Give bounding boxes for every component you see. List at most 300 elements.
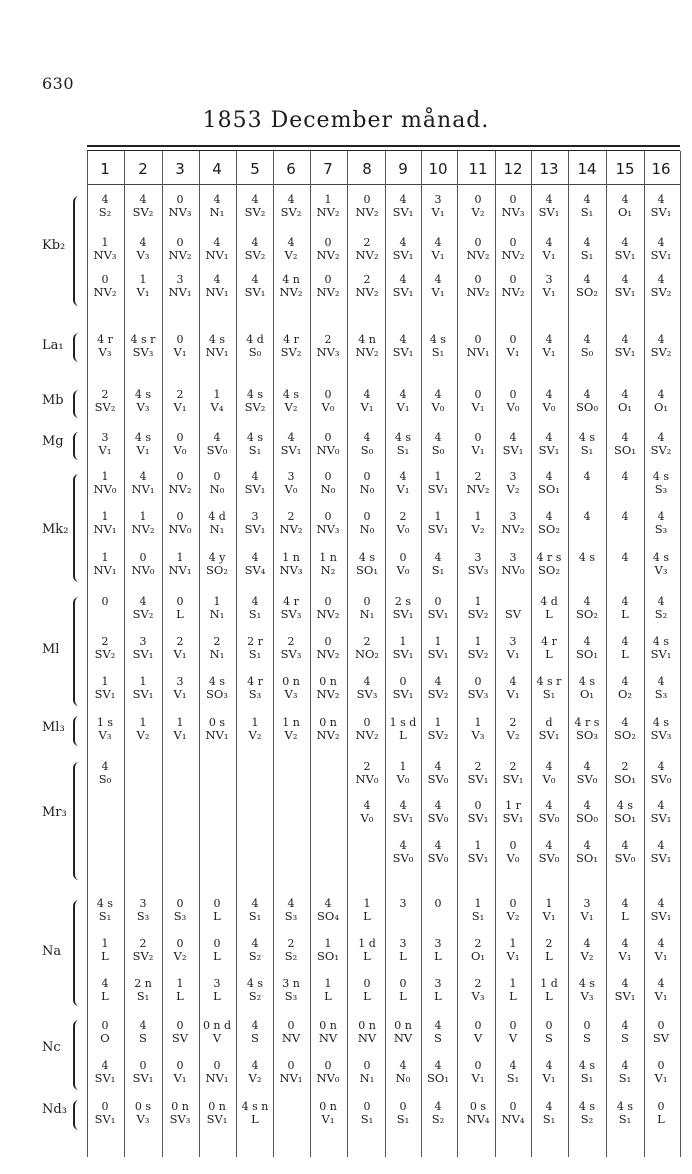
wind-value: SV₁ (244, 522, 266, 536)
wind-value: V₁ (542, 285, 556, 299)
wind-value: V₁ (173, 1071, 187, 1085)
table-cell (160, 333, 200, 359)
cloud-value: 4 (657, 193, 665, 206)
table-cell (641, 236, 681, 262)
cloud-value: 4 (213, 236, 221, 249)
cloud-value: d (545, 716, 553, 729)
cloud-value: 1 (324, 937, 332, 950)
table-cell (197, 675, 237, 701)
cloud-value: 0 (509, 193, 517, 206)
cloud-value: 4 (545, 431, 553, 444)
cloud-value: 4 n (282, 273, 300, 286)
table-cell (605, 937, 645, 963)
table-cell (641, 333, 681, 359)
cloud-value: 4 (213, 193, 221, 206)
cloud-value: 0 (363, 716, 371, 729)
wind-value (567, 483, 607, 496)
cloud-value: 0 (509, 333, 517, 346)
wind-value: O₂ (617, 687, 633, 701)
table-cell (567, 236, 607, 262)
table-cell (197, 1059, 237, 1085)
cloud-value: 4 (434, 551, 442, 564)
wind-value: V₁ (136, 285, 150, 299)
cloud-value: 4 (583, 273, 591, 286)
cloud-value: 4 s (208, 333, 226, 346)
cloud-value: 4 (657, 839, 665, 852)
cloud-value: 4 (545, 1100, 553, 1113)
wind-value: NV₄ (501, 1112, 525, 1126)
cloud-value: 4 s (578, 1100, 596, 1113)
wind-value: NV₁ (205, 345, 229, 359)
wind-value: L (399, 949, 407, 963)
wind-value: L (176, 989, 184, 1003)
cloud-value: 4 r (247, 675, 263, 688)
wind-value: SV₁ (614, 989, 636, 1003)
cloud-value: 2 (509, 760, 517, 773)
cloud-value: 2 r (247, 635, 263, 648)
table-cell (605, 236, 645, 262)
cloud-value: 0 n d (202, 1019, 232, 1032)
table-cell (641, 551, 681, 577)
cloud-value: 4 (545, 799, 553, 812)
cloud-value: 0 (101, 595, 109, 608)
table-cell (271, 1019, 311, 1045)
wind-value: SV₁ (502, 443, 524, 457)
cloud-value: 0 (545, 1019, 553, 1032)
table-cell (641, 937, 681, 963)
table-cell (235, 470, 275, 496)
wind-value: L (621, 647, 629, 661)
wind-value: S₂ (431, 1112, 445, 1126)
cloud-value: 2 (176, 635, 184, 648)
table-cell (383, 799, 423, 825)
table-cell (308, 897, 348, 923)
wind-value: SV₁ (427, 647, 449, 661)
cloud-value: 4 (621, 897, 629, 910)
wind-value: S (583, 1031, 591, 1045)
wind-value: V₁ (471, 1071, 485, 1085)
cloud-value: 4 r (97, 333, 113, 346)
table-cell (347, 1100, 387, 1126)
table-cell (567, 431, 607, 457)
wind-value: V₂ (580, 949, 594, 963)
cloud-value: 4 (213, 273, 221, 286)
column-header: 10 (428, 160, 448, 178)
table-cell (458, 333, 498, 359)
table-cell (197, 431, 237, 457)
cloud-value: 0 (213, 470, 221, 483)
table-cell (347, 431, 387, 457)
cloud-value: 0 (363, 1100, 371, 1113)
table-cell (197, 716, 237, 742)
wind-value: O₁ (653, 400, 669, 414)
cloud-value: 3 (399, 937, 407, 950)
cloud-value: 4 (621, 635, 629, 648)
cloud-value: 4 (621, 716, 629, 729)
cloud-value: 4 (621, 236, 629, 249)
table-cell (383, 1059, 423, 1085)
cloud-value: 1 (509, 937, 517, 950)
table-cell (383, 431, 423, 457)
table-cell (160, 510, 200, 536)
wind-value: SV₁ (502, 772, 524, 786)
cloud-value: 4 (101, 977, 109, 990)
table-cell (235, 595, 275, 621)
cloud-value: 4 (545, 193, 553, 206)
table-cell (458, 716, 498, 742)
cloud-value: 4 (251, 193, 259, 206)
column-header: 9 (398, 160, 408, 178)
wind-value: N₁ (209, 205, 225, 219)
cloud-value: 4 (434, 1059, 442, 1072)
wind-value: S₃ (654, 522, 668, 536)
cloud-value: 4 (434, 760, 442, 773)
wind-value: S₁ (431, 345, 445, 359)
group-brace (73, 390, 81, 418)
wind-value: NV₂ (466, 482, 490, 496)
table-cell (567, 1059, 607, 1085)
table-cell (605, 193, 645, 219)
cloud-value: 0 (434, 595, 442, 608)
wind-value: SV₁ (650, 647, 672, 661)
wind-value: NV₂ (168, 248, 192, 262)
wind-value: SV₂ (467, 647, 489, 661)
wind-value: NV (393, 1031, 413, 1045)
cloud-value: 0 (176, 937, 184, 950)
table-cell (418, 470, 458, 496)
cloud-value: 1 (213, 595, 221, 608)
wind-value: SV₂ (244, 205, 266, 219)
table-cell (197, 236, 237, 262)
wind-value: SV₂ (427, 687, 449, 701)
table-cell (347, 799, 387, 825)
table-cell (85, 236, 125, 262)
cloud-value: 0 (139, 551, 147, 564)
wind-value: V₄ (210, 400, 224, 414)
table-cell (235, 333, 275, 359)
cloud-value: 0 (399, 1100, 407, 1113)
wind-value: S₂ (248, 949, 262, 963)
table-cell (235, 897, 275, 923)
cloud-value: 4 (621, 839, 629, 852)
table-cell (347, 937, 387, 963)
cloud-value: 0 (509, 897, 517, 910)
wind-value: NV₂ (501, 522, 525, 536)
table-cell (605, 799, 645, 825)
cloud-value: 4 s (652, 470, 670, 483)
cloud-value: 4 (621, 333, 629, 346)
wind-value: NV₀ (316, 1071, 340, 1085)
table-cell (605, 760, 645, 786)
cloud-value: 0 n (394, 1019, 412, 1032)
table-cell (567, 470, 607, 496)
cloud-value: 3 (509, 510, 517, 523)
table-cell (458, 236, 498, 262)
table-cell (493, 551, 533, 577)
table-cell (529, 551, 569, 577)
wind-value: N₁ (359, 607, 375, 621)
cloud-value: 2 (363, 635, 371, 648)
cloud-value: 4 s (578, 551, 596, 564)
wind-value: V₁ (542, 248, 556, 262)
table-cell (493, 193, 533, 219)
wind-value: S₁ (248, 909, 262, 923)
wind-value: SV₃ (280, 607, 302, 621)
table-cell (160, 273, 200, 299)
table-cell (308, 595, 348, 621)
wind-value: NV₃ (279, 563, 303, 577)
cloud-value: 1 (434, 635, 442, 648)
cloud-value: 1 (176, 977, 184, 990)
cloud-value: 4 (363, 675, 371, 688)
table-cell (123, 333, 163, 359)
cloud-value: 4 (621, 937, 629, 950)
wind-value: L (251, 1112, 259, 1126)
wind-value: SV₃ (132, 345, 154, 359)
wind-value: NV₂ (466, 285, 490, 299)
table-cell (160, 236, 200, 262)
cloud-value: 0 (324, 510, 332, 523)
wind-value: SO₂ (576, 607, 598, 621)
page-number: 630 (42, 74, 75, 93)
table-cell (383, 236, 423, 262)
wind-value: V₃ (136, 1112, 150, 1126)
table-cell (458, 431, 498, 457)
table-cell (418, 716, 458, 742)
wind-value (567, 523, 607, 536)
cloud-value: 0 (363, 595, 371, 608)
table-cell (271, 236, 311, 262)
table-cell (235, 388, 275, 414)
wind-value: S₁ (580, 1071, 594, 1085)
wind-value: SV₁ (538, 443, 560, 457)
wind-value: V₁ (580, 909, 594, 923)
cloud-value: 2 (139, 937, 147, 950)
wind-value: SO₁ (576, 647, 598, 661)
table-cell (605, 273, 645, 299)
wind-value: V₂ (284, 728, 298, 742)
cloud-value: 4 (213, 431, 221, 444)
wind-value: SV₁ (244, 482, 266, 496)
cloud-value: 4 (251, 273, 259, 286)
cloud-value: 4 s (652, 716, 670, 729)
wind-value: V₃ (136, 400, 150, 414)
table-cell (197, 388, 237, 414)
table-cell (458, 635, 498, 661)
cloud-value: 0 (509, 1019, 517, 1032)
table-cell (197, 635, 237, 661)
wind-value: S₀ (98, 772, 112, 786)
wind-value: SV₃ (169, 1112, 191, 1126)
cloud-value: 1 d (358, 937, 376, 950)
wind-value: SV₀ (206, 443, 228, 457)
wind-value: SV₂ (650, 285, 672, 299)
wind-value: L (176, 607, 184, 621)
table-cell (641, 470, 681, 496)
wind-value: SV₁ (427, 482, 449, 496)
wind-value: SV₃ (280, 647, 302, 661)
cloud-value: 4 (139, 470, 147, 483)
table-cell (383, 977, 423, 1003)
table-cell (529, 977, 569, 1003)
cloud-value: 4 (545, 236, 553, 249)
cloud-value: 4 (287, 431, 295, 444)
table-cell (418, 510, 458, 536)
cloud-value: 0 (474, 675, 482, 688)
wind-value: SV₃ (467, 563, 489, 577)
table-cell (123, 431, 163, 457)
table-cell (418, 635, 458, 661)
table-cell (271, 635, 311, 661)
table-cell (567, 193, 607, 219)
group-brace (73, 1100, 81, 1130)
cloud-value: 0 (434, 897, 442, 910)
wind-value: SV₁ (392, 285, 414, 299)
wind-value: NV (318, 1031, 338, 1045)
cloud-value: 0 (176, 1019, 184, 1032)
table-cell (271, 675, 311, 701)
table-cell (85, 937, 125, 963)
table-cell (458, 675, 498, 701)
cloud-value: 0 n (319, 1019, 337, 1032)
table-cell (235, 236, 275, 262)
wind-value: S₂ (98, 205, 112, 219)
cloud-value: 1 (434, 716, 442, 729)
cloud-value: 0 (657, 1059, 665, 1072)
table-cell (197, 470, 237, 496)
wind-value: V₂ (506, 909, 520, 923)
cloud-value: 4 s (246, 977, 264, 990)
cloud-value: 4 (657, 977, 665, 990)
cloud-value: 1 (474, 510, 482, 523)
table-cell (85, 1059, 125, 1085)
cloud-value: 4 s (208, 675, 226, 688)
group-brace (73, 900, 81, 1006)
wind-value: NV₃ (501, 205, 525, 219)
cloud-value: 1 (101, 470, 109, 483)
table-cell (235, 1100, 275, 1126)
wind-value: SV₀ (427, 772, 449, 786)
cloud-value: 4 s (616, 799, 634, 812)
wind-value: V₁ (396, 400, 410, 414)
table-cell (271, 595, 311, 621)
table-cell (529, 193, 569, 219)
wind-value: SV₁ (132, 1071, 154, 1085)
cloud-value: 3 (399, 897, 407, 910)
wind-value: S₁ (248, 647, 262, 661)
wind-value: SV₁ (132, 647, 154, 661)
wind-value: SV₂ (132, 205, 154, 219)
wind-value: V₁ (173, 647, 187, 661)
cloud-value: 0 (474, 388, 482, 401)
wind-value: SV₁ (614, 285, 636, 299)
cloud-value: 4 s (134, 431, 152, 444)
table-cell (85, 510, 125, 536)
cloud-value: 4 (434, 675, 442, 688)
wind-value: V₃ (98, 345, 112, 359)
wind-value: V₂ (173, 949, 187, 963)
table-cell (160, 595, 200, 621)
wind-value (605, 523, 645, 536)
table-cell (418, 839, 458, 865)
wind-value: NV₂ (501, 248, 525, 262)
cloud-value: 1 (474, 897, 482, 910)
cloud-value: 4 (399, 193, 407, 206)
cloud-value: 2 (474, 937, 482, 950)
table-cell (493, 1059, 533, 1085)
table-cell (383, 595, 423, 621)
wind-value: SO₁ (614, 811, 636, 825)
cloud-value: 1 (474, 839, 482, 852)
wind-value: V₁ (506, 345, 520, 359)
wind-value: N₁ (209, 522, 225, 536)
table-cell (418, 937, 458, 963)
table-cell (529, 236, 569, 262)
cloud-value: 3 (176, 273, 184, 286)
wind-value: SV₁ (280, 443, 302, 457)
station-label: Mg (42, 434, 64, 449)
table-cell (160, 470, 200, 496)
table-cell (123, 273, 163, 299)
table-cell (197, 937, 237, 963)
cloud-value: 0 (657, 1019, 665, 1032)
table-cell (567, 760, 607, 786)
cloud-value: 4 (621, 551, 629, 564)
wind-value: S (251, 1031, 259, 1045)
wind-value: S₃ (173, 909, 187, 923)
wind-value: SV₁ (132, 687, 154, 701)
cloud-value: 4 (583, 333, 591, 346)
station-label: Nd₃ (42, 1102, 67, 1117)
cloud-value: 0 (363, 510, 371, 523)
wind-value: SV₁ (427, 522, 449, 536)
wind-value: V₁ (506, 647, 520, 661)
table-cell (160, 716, 200, 742)
table-cell (308, 333, 348, 359)
wind-value: NV₂ (279, 522, 303, 536)
wind-value: NV₁ (205, 248, 229, 262)
cloud-value: 4 d (246, 333, 264, 346)
wind-value: V₃ (580, 989, 594, 1003)
cloud-value: 2 (363, 236, 371, 249)
cloud-value: 1 (101, 510, 109, 523)
table-cell (197, 333, 237, 359)
wind-value: SV₃ (650, 728, 672, 742)
table-cell (605, 1100, 645, 1126)
table-cell (418, 760, 458, 786)
cloud-value: 4 (434, 431, 442, 444)
table-cell (235, 510, 275, 536)
table-cell (529, 937, 569, 963)
table-cell (567, 333, 607, 359)
table-cell (85, 333, 125, 359)
table-cell (308, 635, 348, 661)
wind-value: S₁ (396, 1112, 410, 1126)
wind-value: S₀ (248, 345, 262, 359)
station-label: Kb₂ (42, 238, 66, 253)
table-cell (458, 937, 498, 963)
wind-value: L (101, 949, 109, 963)
table-cell (383, 897, 423, 923)
table-cell (493, 510, 533, 536)
cloud-value: 4 (139, 1019, 147, 1032)
cloud-value: 0 (176, 431, 184, 444)
wind-value: V₀ (506, 851, 520, 865)
table-cell (458, 1059, 498, 1085)
station-label: Mr₃ (42, 805, 67, 820)
table-cell (458, 193, 498, 219)
table-cell (605, 470, 645, 496)
